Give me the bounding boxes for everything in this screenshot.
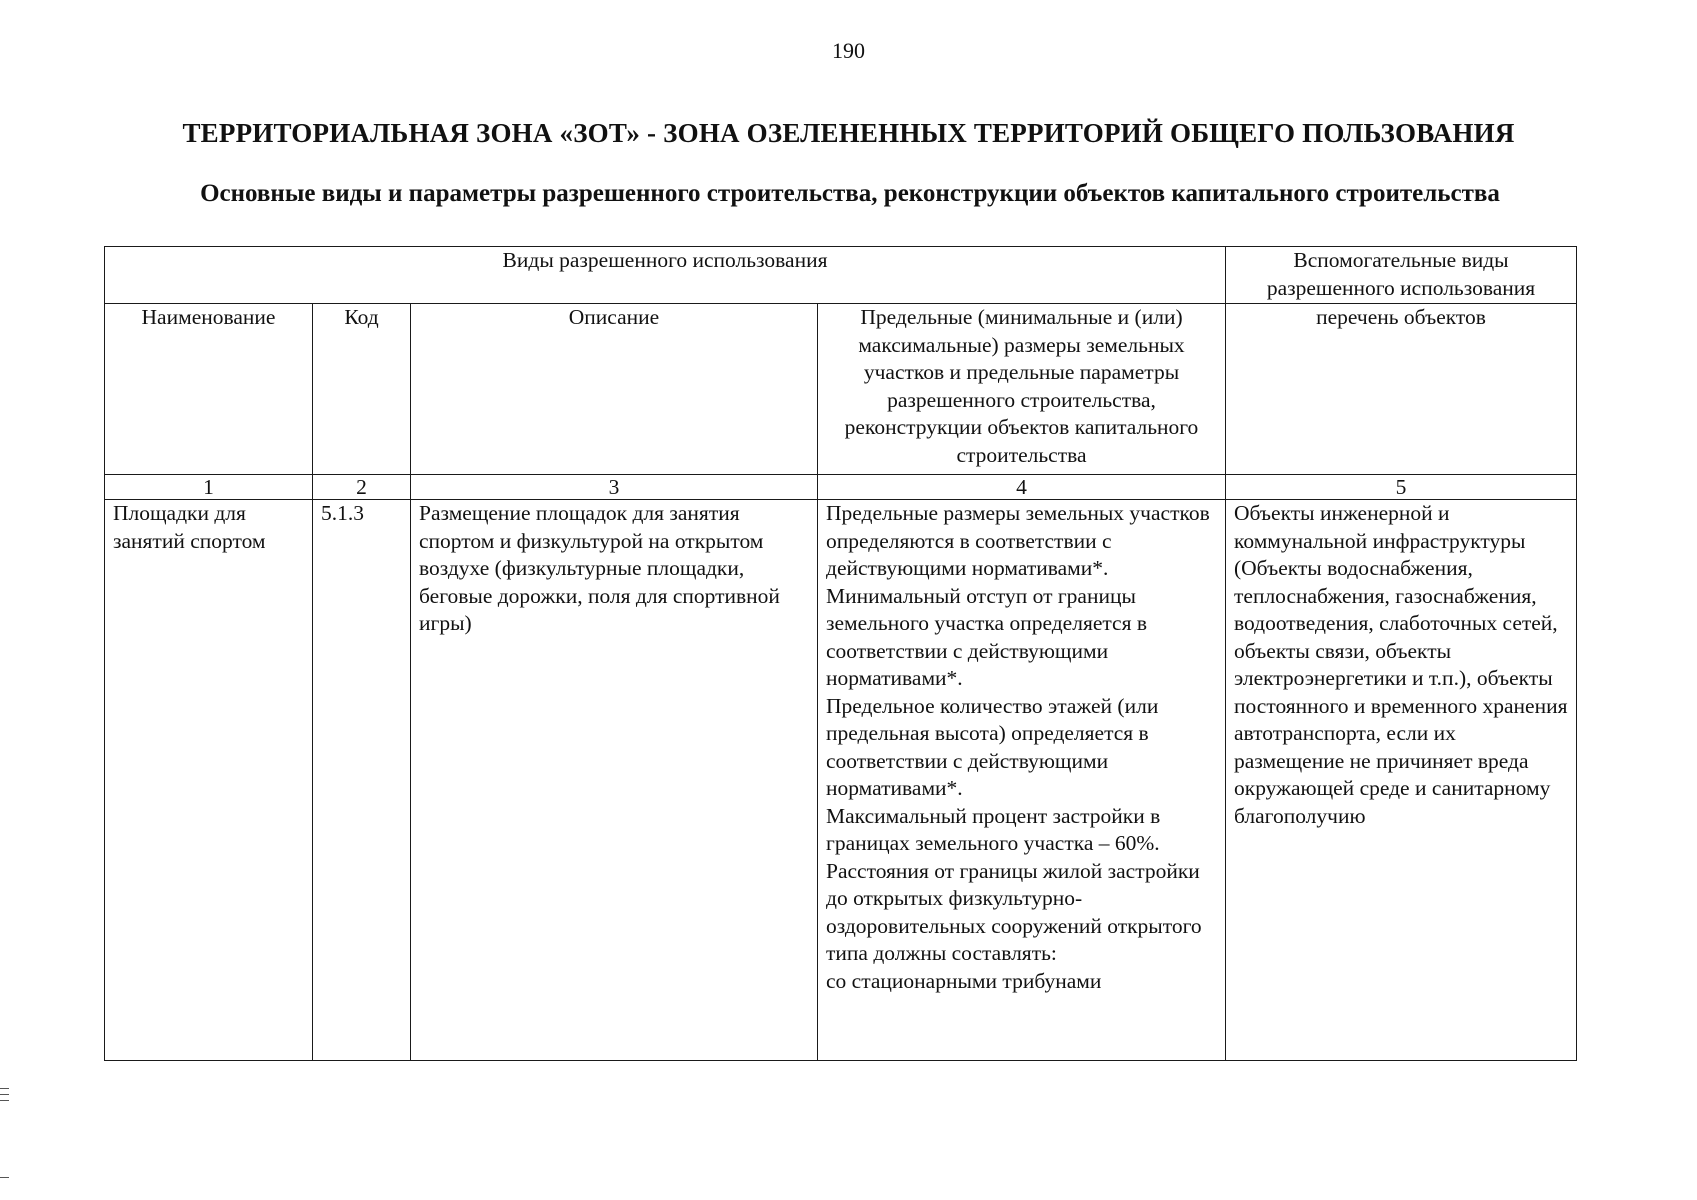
column-number: 3 xyxy=(411,475,818,500)
section-title: Основные виды и параметры разрешенного строительства, реконструкции объектов капитального строительства xyxy=(200,180,1500,207)
permitted-use-table xyxy=(104,246,1577,1061)
parameter-line: со стационарными трибунами xyxy=(826,968,1102,993)
column-number: 4 xyxy=(818,475,1226,500)
group-header-main: Виды разрешенного использования xyxy=(105,247,1226,304)
cell-code: 5.1.3 xyxy=(313,500,411,1061)
parameter-line: Расстояния от границы жилой застройки до открытых физкультурно-оздоровительных сооружений открытого типа должны составлять: xyxy=(826,858,1202,965)
group-header-auxiliary: Вспомогательные виды разрешенного использования xyxy=(1226,247,1577,304)
column-header-parameters: Предельные (минимальные и (или) максимальные) размеры земельных участков и предельные параметры разрешенного строительства, реконструкции объектов капитального строительства xyxy=(818,304,1226,475)
column-header-description: Описание xyxy=(411,304,818,475)
group-header-row xyxy=(105,247,1577,304)
table-row xyxy=(105,500,1577,1061)
parameter-line: Предельные размеры земельных участков определяются в соответствии с действующими нормативами*. xyxy=(826,501,1210,580)
column-header-name: Наименование xyxy=(105,304,313,475)
column-number: 1 xyxy=(105,475,313,500)
column-number-row xyxy=(105,475,1577,500)
page-number: 190 xyxy=(832,38,865,63)
zone-title: ТЕРРИТОРИАЛЬНАЯ ЗОНА «ЗОТ» - ЗОНА ОЗЕЛЕНЕННЫХ ТЕРРИТОРИЙ ОБЩЕГО ПОЛЬЗОВАНИЯ xyxy=(182,118,1515,148)
column-header-code: Код xyxy=(313,304,411,475)
parameter-line: Максимальный процент застройки в границах земельного участка – 60%. xyxy=(826,803,1161,855)
column-header-object-list: перечень объектов xyxy=(1226,304,1577,475)
parameter-line: Предельное количество этажей (или предельная высота) определяется в соответствии с действующими нормативами*. xyxy=(826,693,1159,800)
scan-artifact xyxy=(0,1094,9,1095)
scan-artifact xyxy=(0,1177,9,1178)
scan-artifact xyxy=(0,1100,9,1101)
cell-parameters xyxy=(818,500,1226,1061)
cell-description: Размещение площадок для занятия спортом и физкультурой на открытом воздухе (физкультурные площадки, беговые дорожки, поля для спортивной игры) xyxy=(411,500,818,1061)
scan-artifact xyxy=(0,1088,9,1089)
parameter-line: Минимальный отступ от границы земельного участка определяется в соответствии с действующими нормативами*. xyxy=(826,583,1147,690)
cell-auxiliary: Объекты инженерной и коммунальной инфраструктуры (Объекты водоснабжения, теплоснабжения, газоснабжения, водоотведения, слаботочных сетей, объекты связи, объекты электроэнергетики и т.п.), объекты постоянного и временного хранения автотранспорта, если их размещение не причиняет вреда окружающей среде и санитарному благополучию xyxy=(1226,500,1577,1061)
column-header-row xyxy=(105,304,1577,475)
column-number: 2 xyxy=(313,475,411,500)
column-number: 5 xyxy=(1226,475,1577,500)
cell-name: Площадки для занятий спортом xyxy=(105,500,313,1061)
